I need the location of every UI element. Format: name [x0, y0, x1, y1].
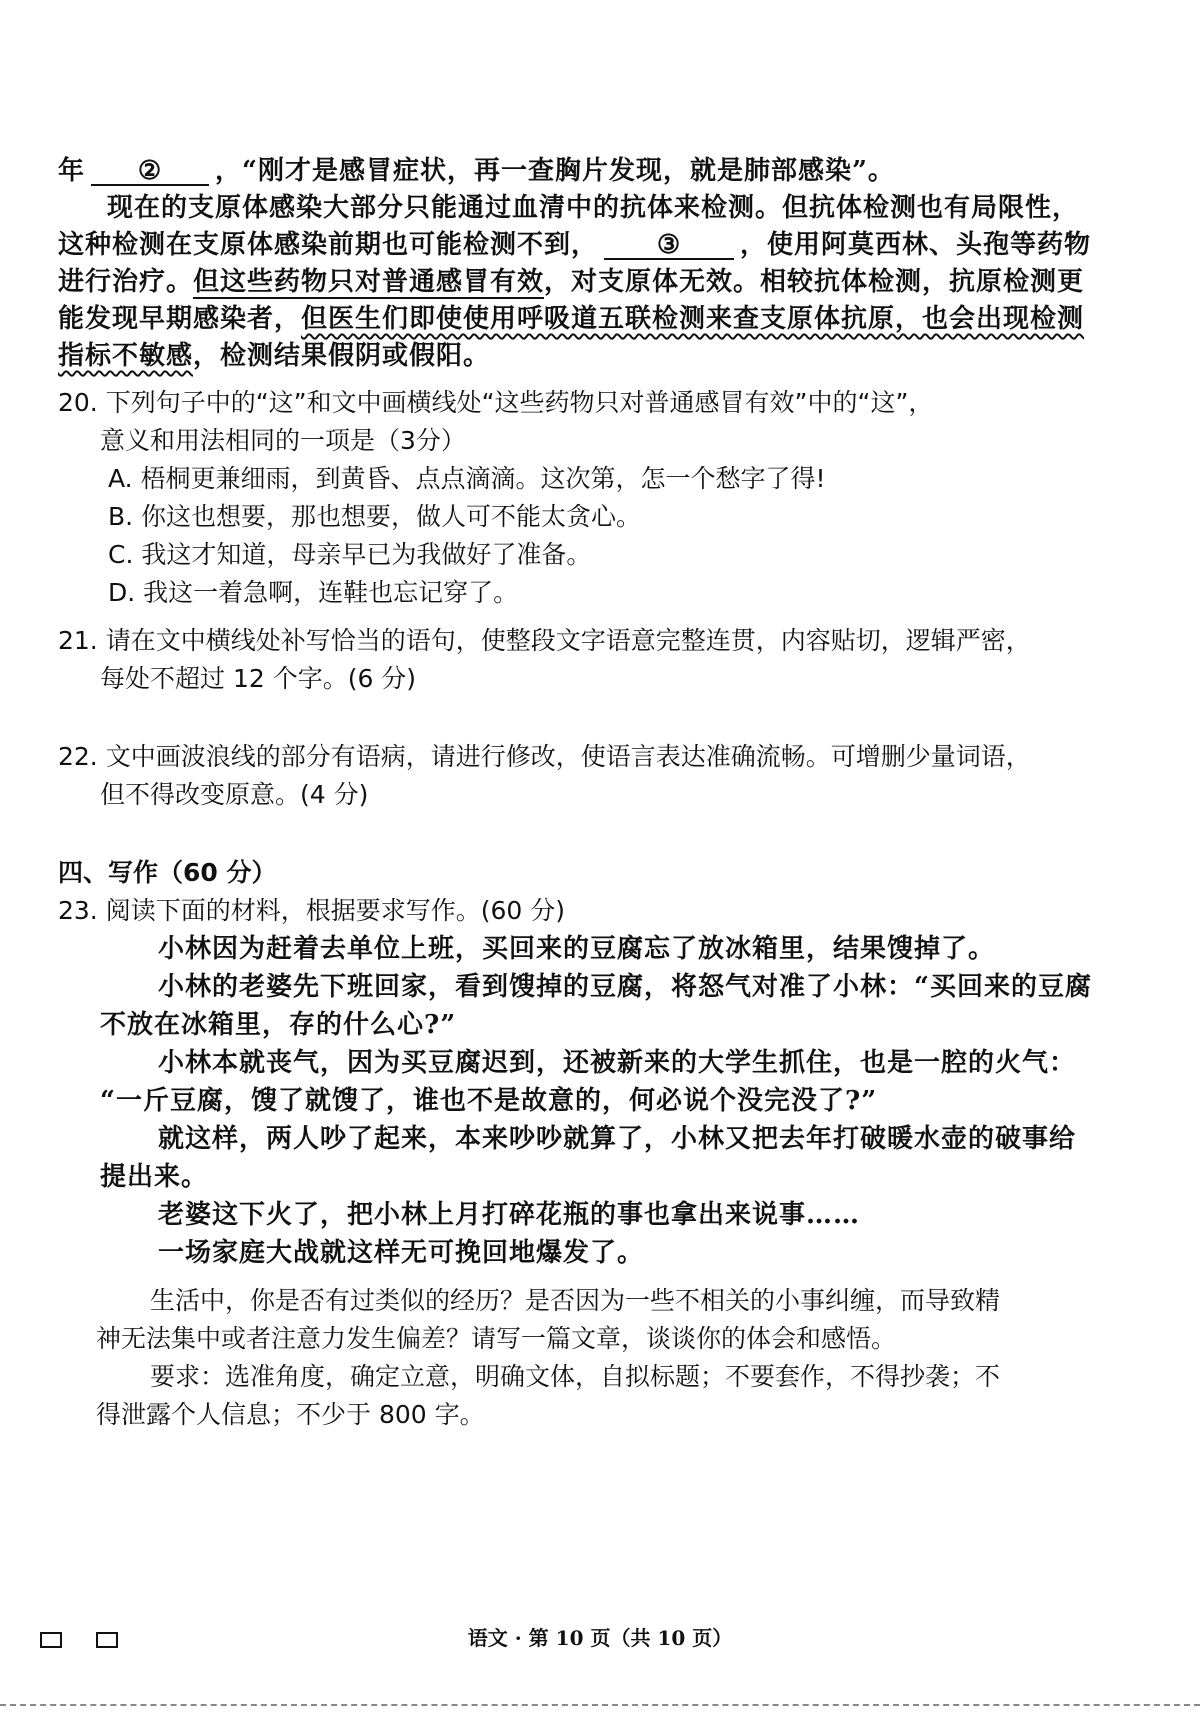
- material-line-8: [158, 1200, 860, 1230]
- material-line-2: [158, 972, 1092, 1002]
- q20-option-a: [108, 464, 826, 494]
- passage-line-6: [58, 341, 490, 371]
- underlined-sentence: 但这些药物只对普通感冒有效: [193, 267, 545, 297]
- q21-stem-line-2: [100, 664, 416, 694]
- question-text: 20. 下列句子中的“这”和文中画横线处“这些药物只对普通感冒有效”中的“这”，: [58, 388, 934, 417]
- q22-stem-line-1: [58, 742, 1031, 772]
- question-text: 每处不超过 12 个字。(6 分): [100, 664, 417, 693]
- material-text: 小林因为赶着去单位上班，买回来的豆腐忘了放冰箱里，结果馊掉了。: [158, 934, 996, 964]
- option-text: B. 你这也想要，那也想要，做人可不能太贪心。: [108, 502, 642, 531]
- passage-text: ，“刚才是感冒症状，再一查胸片发现，就是肺部感染”。: [215, 156, 895, 186]
- page-footer: [440, 1622, 760, 1651]
- answer-blank-3: [604, 232, 734, 260]
- q20-stem-line-1: [58, 388, 933, 418]
- question-text: 但不得改变原意。(4 分): [100, 780, 369, 809]
- passage-line-5: [58, 304, 1084, 334]
- prompt-text: 神无法集中或者注意力发生偏差？请写一篇文章，谈谈你的体会和感悟。: [96, 1324, 897, 1353]
- passage-text: ，对支原体无效。相较抗体检测，抗原检测更: [544, 267, 1085, 297]
- requirement-line-2: [96, 1400, 485, 1430]
- blank-number: ②: [137, 156, 163, 186]
- option-text: A. 梧桐更兼细雨，到黄昏、点点滴滴。这次第，怎一个愁字了得!: [108, 464, 826, 493]
- material-text: 就这样，两人吵了起来，本来吵吵就算了，小林又把去年打破暖水壶的破事给: [158, 1124, 1077, 1154]
- material-line-1: [158, 934, 995, 964]
- q20-option-c: [108, 540, 591, 570]
- passage-line-2: [107, 193, 1079, 223]
- q22-stem-line-2: [100, 780, 368, 810]
- wavy-underlined-text: 指标不敏感: [58, 341, 194, 371]
- answer-blank-2: [91, 158, 209, 186]
- prompt-text: 生活中，你是否有过类似的经历？是否因为一些不相关的小事纠缠，而导致精: [150, 1286, 1001, 1315]
- question-text: 23. 阅读下面的材料，根据要求写作。(60 分): [58, 896, 565, 925]
- material-text: 老婆这下火了，把小林上月打碎花瓶的事也拿出来说事……: [158, 1200, 861, 1230]
- question-text: 意义和用法相同的一项是（3分）: [100, 426, 466, 455]
- passage-text: 现在的支原体感染大部分只能通过血清中的抗体来检测。但抗体检测也有局限性，: [107, 193, 1080, 223]
- scan-marker-box: [40, 1632, 62, 1648]
- requirement-line-1: [150, 1362, 1000, 1392]
- passage-line-4: [58, 267, 1084, 297]
- q21-stem-line-1: [58, 626, 1031, 656]
- material-line-7: [100, 1162, 208, 1192]
- option-text: C. 我这才知道，母亲早已为我做好了准备。: [108, 540, 592, 569]
- question-text: 21. 请在文中横线处补写恰当的语句，使整段文字语意完整连贯，内容贴切，逻辑严密，: [58, 626, 1031, 655]
- passage-text: 这种检测在支原体感染前期也可能检测不到，: [58, 230, 599, 260]
- material-line-5: [100, 1086, 877, 1116]
- material-text: “一斤豆腐，馊了就馊了，谁也不是故意的，何必说个没完没了?”: [100, 1086, 878, 1116]
- page-bottom-rule: [0, 1704, 1200, 1706]
- material-text: 提出来。: [100, 1162, 209, 1192]
- passage-text: ，检测结果假阴或假阳。: [193, 341, 491, 371]
- section-heading: [58, 858, 277, 888]
- material-text: 小林的老婆先下班回家，看到馊掉的豆腐，将怒气对准了小林：“买回来的豆腐: [158, 972, 1092, 1002]
- q23-stem: [58, 896, 565, 926]
- prompt-line-1: [150, 1286, 1000, 1316]
- material-line-3: [100, 1010, 456, 1040]
- prompt-line-2: [96, 1324, 896, 1354]
- material-line-9: [158, 1238, 644, 1268]
- passage-text: ，使用阿莫西林、头孢等药物: [740, 230, 1092, 260]
- scan-marker-box: [96, 1632, 118, 1648]
- option-text: D. 我这一着急啊，连鞋也忘记穿了。: [108, 578, 519, 607]
- q20-stem-line-2: [100, 426, 466, 456]
- material-line-6: [158, 1124, 1076, 1154]
- material-text: 小林本就丧气，因为买豆腐迟到，还被新来的大学生抓住，也是一腔的火气：: [158, 1048, 1077, 1078]
- passage-line-3: [58, 230, 1091, 260]
- wavy-underlined-text: 但医生们即使使用呼吸道五联检测来查支原体抗原，也会出现检测: [301, 304, 1085, 334]
- passage-text: 能发现早期感染者，: [58, 304, 302, 334]
- passage-text: 进行治疗。: [58, 267, 194, 297]
- requirement-text: 得泄露个人信息；不少于 800 字。: [96, 1400, 485, 1429]
- question-text: 22. 文中画波浪线的部分有语病，请进行修改，使语言表达准确流畅。可增删少量词语，: [58, 742, 1031, 771]
- section-title: 四、写作（60 分）: [58, 858, 277, 887]
- material-text: 不放在冰箱里，存的什么心?”: [100, 1010, 457, 1040]
- requirement-text: 要求：选准角度，确定立意，明确文体，自拟标题；不要套作，不得抄袭；不: [150, 1362, 1001, 1391]
- passage-line-1: [58, 156, 895, 186]
- material-line-4: [158, 1048, 1076, 1078]
- page-number-text: 语文 · 第 10 页（共 10 页）: [467, 1626, 733, 1650]
- q20-option-b: [108, 502, 641, 532]
- blank-number: ③: [656, 230, 682, 260]
- passage-text: 年: [58, 156, 86, 186]
- q20-option-d: [108, 578, 518, 608]
- material-text: 一场家庭大战就这样无可挽回地爆发了。: [158, 1238, 645, 1268]
